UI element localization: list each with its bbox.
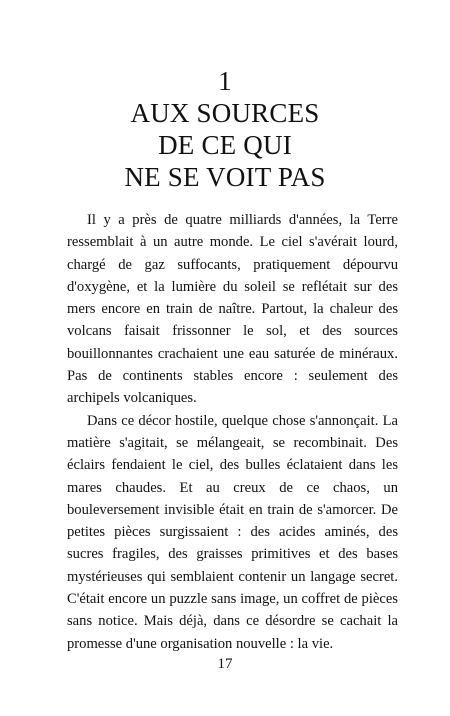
chapter-body [67, 209, 398, 655]
paragraph-2: Dans ce décor hostile, quelque chose s'annonçait. La matière s'agitait, se mélangeait, se recombinait. Des éclairs fendaient le ciel, des bulles éclataient dans les mares chaudes. Et au creux de ce chaos, un bouleversement invisible était en train de s'amorcer. De petites pièces surgissaient : des acides aminés, des sucres fragiles, des graisses primitives et des bases mystérieuses qui semblaient contenir un langage secret. C'était encore un puzzle sans image, un coffret de pièces sans notice. Mais déjà, dans ce désordre se cachait la promesse d'une organisation nouvelle : la vie. [67, 412, 398, 652]
page-number: 17 [217, 656, 233, 672]
paragraph-1: Il y a près de quatre milliards d'années, la Terre ressemblait à un autre monde. Le ciel s'avérait lourd, chargé de gaz suffocants, pratiquement dépourvu d'oxygène, et la lumière du soleil se reflétait sur des mers encore en train de naître. Partout, la chaleur des volcans faisait frissonner le sol, et des sources bouillonnantes crachaient une eau saturée de minéraux. Pas de continents stables encore : seulement des archipels volcaniques. [67, 212, 398, 407]
chapter-number: 1 [218, 66, 232, 96]
chapter-title-line-2: DE CE QUI [158, 130, 292, 160]
chapter-title-line-1: AUX SOURCES [130, 98, 320, 128]
chapter-title-line-3: NE SE VOIT PAS [124, 162, 326, 192]
chapter-heading [0, 65, 450, 193]
